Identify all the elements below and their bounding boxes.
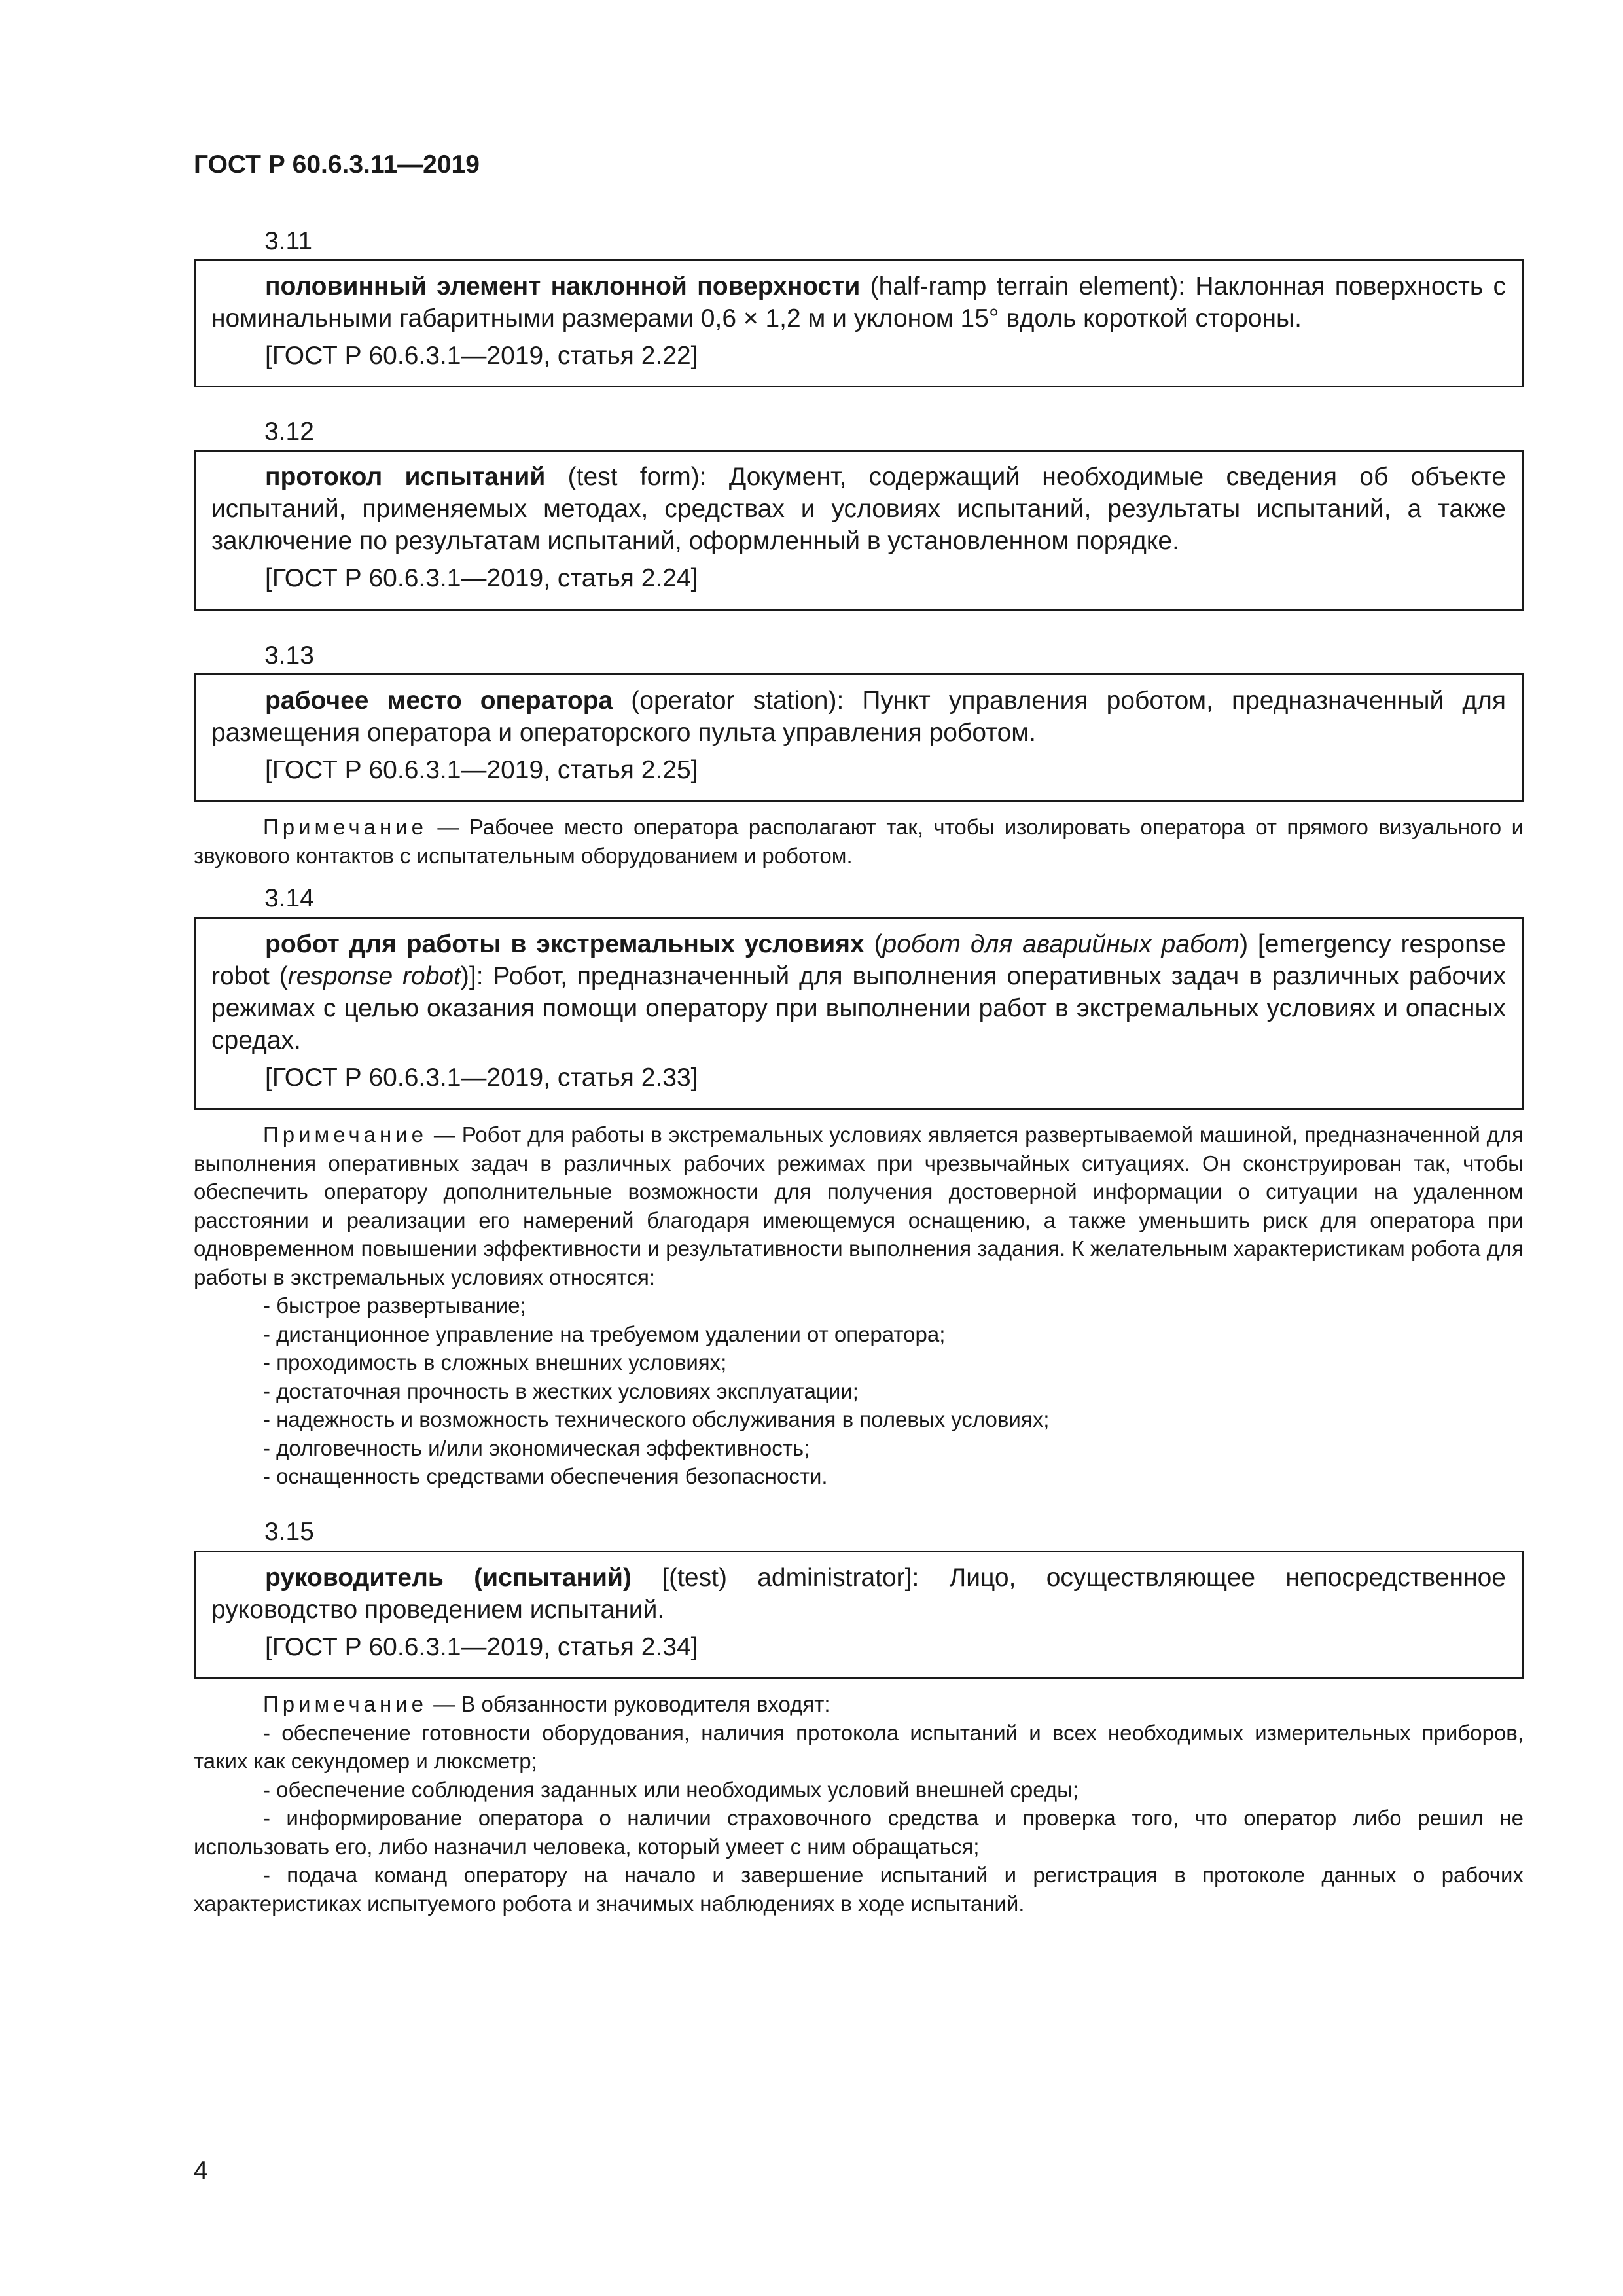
term-definition-box — [194, 1551, 1524, 1679]
term-definition-box — [194, 259, 1524, 387]
list-item: - обеспечение готовности оборудования, наличия протокола испытаний и всех необходимых измерительных приборов, таких как секундомер и люксметр; — [194, 1720, 1524, 1773]
term-name: половинный элемент наклонной поверхности — [265, 272, 861, 300]
note — [194, 1690, 1524, 1918]
term-source: [ГОСТ Р 60.6.3.1—2019, статья 2.24] — [265, 564, 698, 592]
note-label: Примечание — [263, 1122, 428, 1147]
term-definition-box — [194, 450, 1524, 611]
term-definition: робот для работы в экстремальных условиях (робот для аварийных работ) [emergency response robot (response robot)]: Робот, предназначенный для выполнения оперативных задач в различных рабочих режимах с целью оказания помощи оператору при выполнении работ в экстремальных условиях и опасных средах. — [211, 930, 1506, 1054]
term-definition-box — [194, 673, 1524, 802]
term-source: [ГОСТ Р 60.6.3.1—2019, статья 2.22] — [265, 342, 698, 370]
list-item: - информирование оператора о наличии страховочного средства и проверка того, что оператор либо решил не использовать его, либо назначил человека, который умеет с ним обращаться; — [194, 1806, 1524, 1859]
term-name: рабочее место оператора — [265, 687, 613, 715]
clause-number: 3.13 — [264, 641, 314, 670]
list-item: - оснащенность средствами обеспечения безопасности. — [263, 1464, 828, 1488]
page-number: 4 — [194, 2157, 208, 2185]
term-definition — [211, 270, 1506, 334]
term-source: [ГОСТ Р 60.6.3.1—2019, статья 2.25] — [265, 756, 698, 784]
note-label: Примечание — [263, 1692, 428, 1716]
note-bullet-list — [194, 1291, 1524, 1491]
clause-number: 3.12 — [264, 418, 314, 446]
term-source: [ГОСТ Р 60.6.3.1—2019, статья 2.33] — [265, 1064, 698, 1092]
term-definition — [211, 685, 1506, 749]
note — [194, 813, 1524, 870]
term-text: [(test) administrator]: Лицо, осуществляющее непосредственное руководство проведением испытаний. — [211, 1564, 1506, 1624]
term-text: (operator station): Пункт управления роботом, предназначенный для размещения оператора и операторского пульта управления роботом. — [211, 687, 1506, 747]
note — [194, 1121, 1524, 1491]
note-bullet-list — [194, 1719, 1524, 1918]
clause-number: 3.11 — [264, 227, 313, 255]
list-item: - достаточная прочность в жестких условиях эксплуатации; — [263, 1378, 859, 1403]
note-text: Примечание — Рабочее место оператора располагают так, чтобы изолировать оператора от прямого визуального и звукового контактов с испытательным оборудованием и роботом. — [194, 815, 1524, 868]
list-item: - подача команд оператору на начало и завершение испытаний и регистрация в протоколе данных о рабочих характеристиках испытуемого робота и значимых наблюдениях в ходе испытаний. — [194, 1863, 1524, 1916]
term-name: руководитель (испытаний) — [265, 1564, 632, 1592]
note-label: Примечание — [263, 815, 428, 839]
term-definition — [211, 461, 1506, 557]
term-name: робот для работы в экстремальных условиях — [265, 930, 865, 958]
term-name: протокол испытаний — [265, 463, 546, 491]
note-text: Примечание — Робот для работы в экстремальных условиях является развертываемой машиной, предназначенной для выполнения оперативных задач в различных рабочих режимах при чрезвычайных ситуациях. Он сконструирован так, чтобы обеспечить оператору дополнительные возможности для получения достоверной информации о ситуации на удаленном расстоянии и реализации его намерений благодаря имеющемуся оснащению, а также уменьшить риск для оператора при одновременном повышении эффективности и результативности выполнения задания. К желательным характеристикам робота для работы в экстремальных условиях относятся: — [194, 1122, 1524, 1289]
document-header: ГОСТ Р 60.6.3.11—2019 — [194, 151, 480, 179]
list-item: - быстрое развертывание; — [263, 1293, 526, 1318]
term-synonym: робот для аварийных работ — [882, 930, 1240, 958]
term-definition-box — [194, 917, 1524, 1110]
term-source: [ГОСТ Р 60.6.3.1—2019, статья 2.34] — [265, 1633, 698, 1661]
term-synonym-en: response robot — [287, 962, 461, 990]
list-item: - надежность и возможность технического обслуживания в полевых условиях; — [263, 1407, 1050, 1431]
list-item: - обеспечение соблюдения заданных или необходимых условий внешней среды; — [263, 1777, 1079, 1802]
list-item: - долговечность и/или экономическая эффективность; — [263, 1435, 810, 1460]
term-text: (half-ramp terrain element): Наклонная поверхность с номинальными габаритными размерами 0,6 × 1,2 м и уклоном 15° вдоль короткой стороны. — [211, 272, 1506, 332]
term-text: (test form): Документ, содержащий необходимые сведения об объекте испытаний, применяемых методах, средствах и условиях испытаний, результаты испытаний, а также заключение по результатам испытаний, оформленный в установленном порядке. — [211, 463, 1506, 555]
list-item: - дистанционное управление на требуемом удалении от оператора; — [263, 1321, 946, 1346]
term-definition — [211, 1562, 1506, 1626]
note-text: Примечание — В обязанности руководителя входят: — [263, 1692, 830, 1716]
clause-number: 3.15 — [264, 1518, 314, 1546]
list-item: - проходимость в сложных внешних условиях; — [263, 1350, 727, 1374]
clause-number: 3.14 — [264, 884, 314, 912]
